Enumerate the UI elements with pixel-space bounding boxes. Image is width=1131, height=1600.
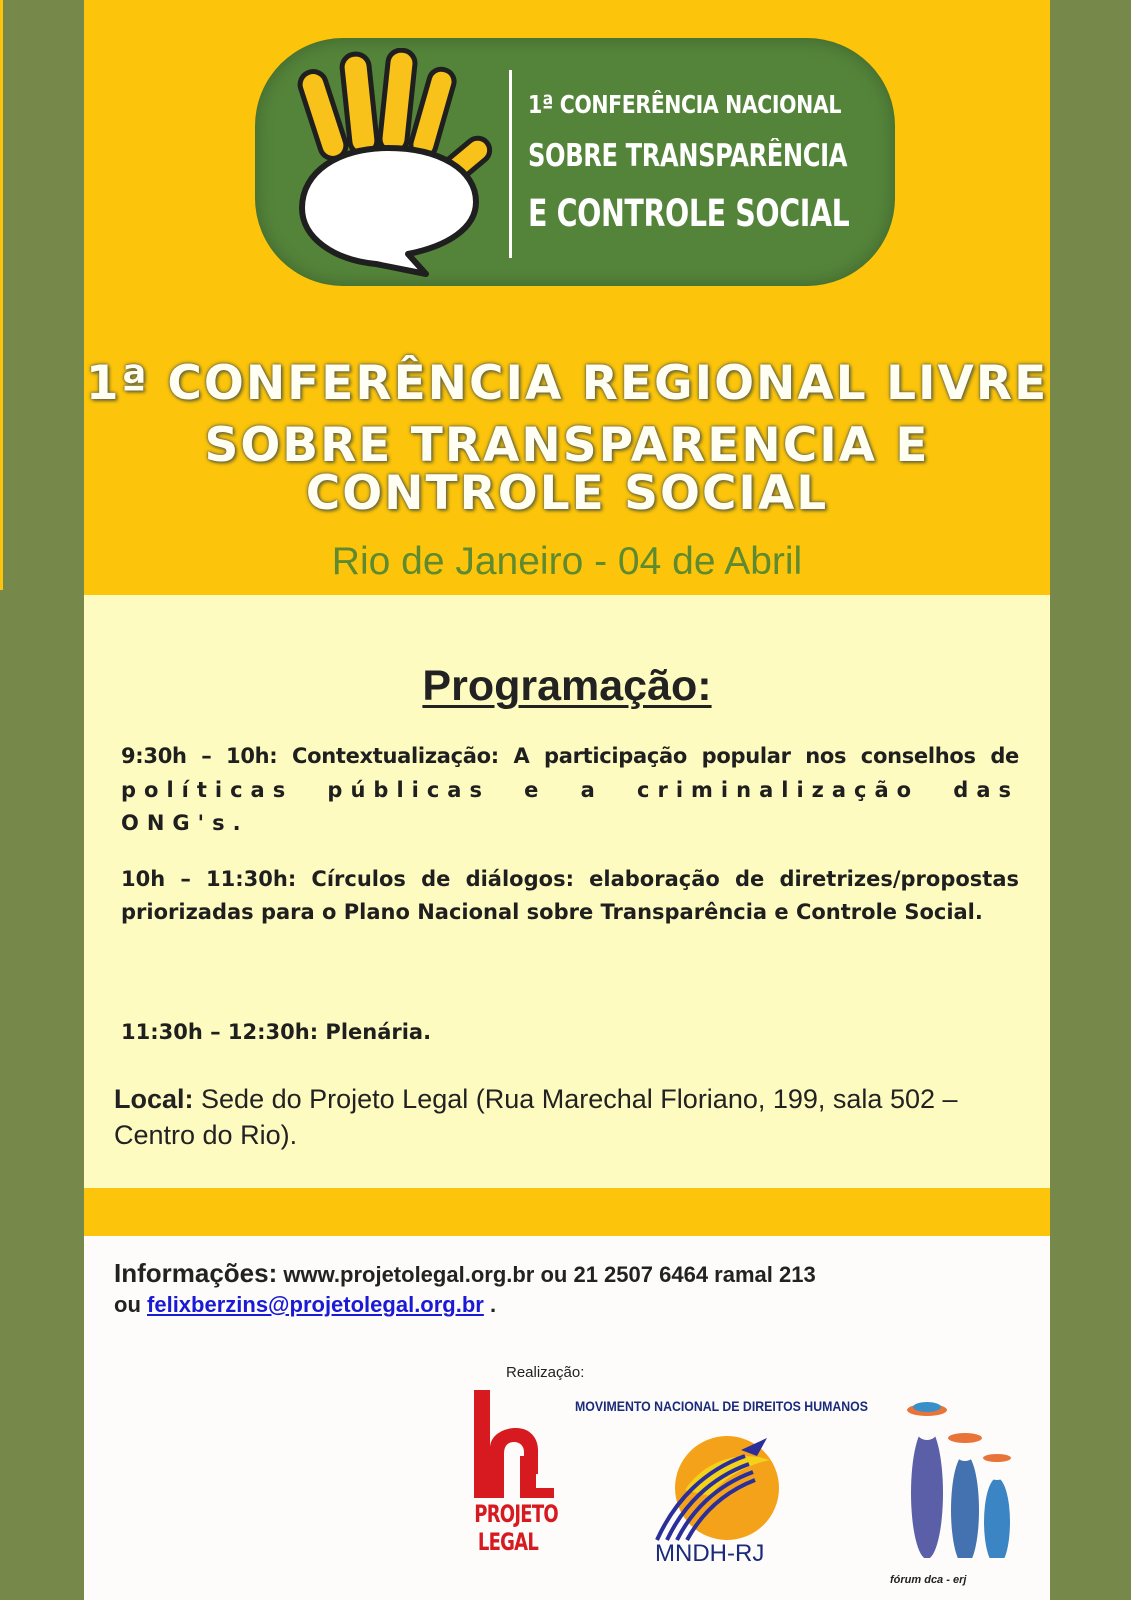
divider-band <box>84 1188 1050 1236</box>
venue-text: Sede do Projeto Legal (Rua Marechal Floriano, 199, sala 502 – Centro do Rio). <box>114 1084 958 1150</box>
contact-email-link[interactable]: felixberzins@projetolegal.org.br <box>147 1292 484 1317</box>
forum-dca-label: fórum dca - erj <box>890 1574 967 1586</box>
edge-strip <box>0 0 3 590</box>
mndh-label: MNDH-RJ <box>655 1540 765 1567</box>
projeto-line-1: PROJETO <box>474 1500 558 1528</box>
badge-title-line-1: 1ª CONFERÊNCIA NACIONAL <box>528 90 841 119</box>
projeto-line-2: LEGAL <box>477 1528 539 1556</box>
main-title-line-1: 1ª CONFERÊNCIA REGIONAL LIVRE <box>85 356 1049 411</box>
main-title-line-2: SOBRE TRANSPARENCIA E <box>204 418 930 473</box>
venue-label: Local: <box>114 1084 194 1114</box>
contact-end: . <box>489 1292 497 1317</box>
mndh-dove-logo <box>655 1430 785 1545</box>
projeto-legal-wordmark <box>474 1500 558 1556</box>
mndh-title: MOVIMENTO NACIONAL DE DIREITOS HUMANOS <box>575 1398 868 1414</box>
contact-label: Informações: <box>114 1258 278 1288</box>
badge-title-line-2: SOBRE TRANSPARÊNCIA <box>528 138 848 174</box>
program-item-2: 10h – 11:30h: Círculos de diálogos: elaboração de diretrizes/propostas priorizadas para o Plano Nacional sobre Transparência e Controle Social. <box>121 867 1019 924</box>
badge-title-line-3: E CONTROLE SOCIAL <box>528 192 850 235</box>
main-title-line-3: CONTROLE SOCIAL <box>305 466 829 521</box>
program-item-1-line-2: políticas públicas e a criminalização das ONG's. <box>121 778 1019 835</box>
left-side-bar <box>0 0 84 1600</box>
program-item-1-line-1: 9:30h – 10h: Contextualização: A participação popular nos conselhos de <box>121 744 1019 768</box>
program-item-3: 11:30h – 12:30h: Plenária. <box>121 1020 432 1044</box>
venue-info <box>114 1081 1034 1153</box>
forum-dca-logo <box>905 1398 1025 1558</box>
event-location-date: Rio de Janeiro - 04 de Abril <box>331 540 803 583</box>
contact-site-phone: www.projetolegal.org.br ou 21 2507 6464 ramal 213 <box>283 1262 816 1287</box>
organizers-label: Realização: <box>506 1364 585 1381</box>
contact-or: ou <box>114 1292 141 1317</box>
right-side-bar <box>1050 0 1131 1600</box>
contact-info <box>114 1258 1034 1320</box>
program-heading: Programação: <box>422 662 712 710</box>
raised-hand-speech-bubble-icon <box>280 48 505 280</box>
badge-divider <box>509 70 512 258</box>
